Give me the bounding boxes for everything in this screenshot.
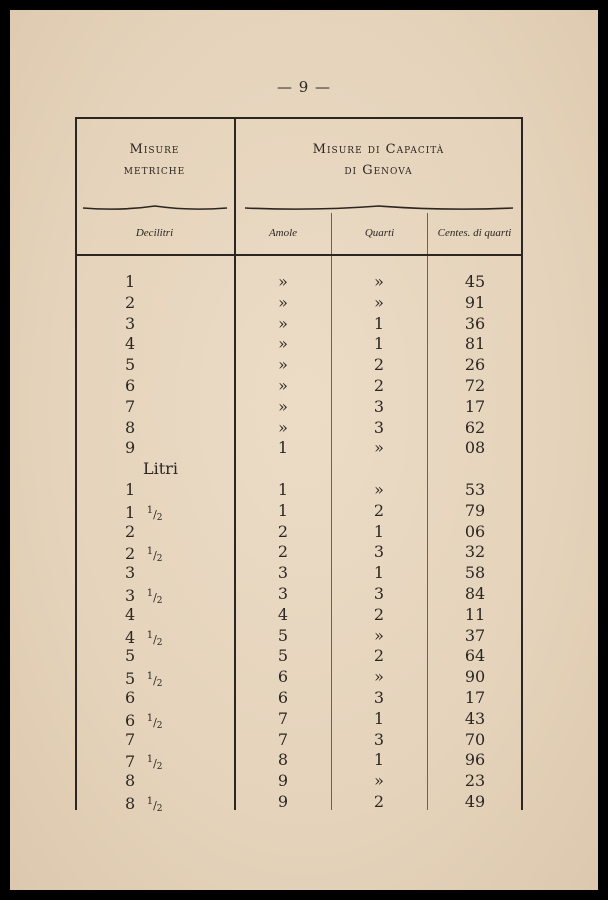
amole-value: » bbox=[278, 417, 288, 437]
quarti-value: 3 bbox=[373, 584, 385, 603]
metric-number: 6 bbox=[125, 710, 136, 730]
metric-number: 3 bbox=[125, 563, 136, 583]
metric-number: 6 bbox=[125, 688, 136, 707]
table-row bbox=[75, 480, 523, 501]
amole-value: » bbox=[278, 272, 288, 291]
metric-value bbox=[125, 418, 245, 439]
metric-header bbox=[75, 139, 234, 181]
metric-number: 2 bbox=[125, 544, 136, 564]
metric-value bbox=[125, 792, 245, 820]
metric-number: 6 bbox=[125, 376, 136, 395]
metric-header-line1: Misure bbox=[129, 142, 180, 157]
quarti-value: 2 bbox=[373, 646, 385, 666]
metric-number: 4 bbox=[125, 334, 136, 354]
table-row bbox=[75, 522, 523, 543]
half-fraction: $^1/_2$ bbox=[146, 754, 163, 773]
metric-value bbox=[125, 563, 245, 584]
metric-number: 1 bbox=[125, 502, 136, 522]
table-row bbox=[75, 397, 523, 418]
quarti-value: 1 bbox=[373, 521, 385, 541]
col-amole-header: Amole bbox=[268, 227, 298, 239]
table-row bbox=[75, 646, 523, 667]
table-row bbox=[75, 272, 523, 293]
quarti-value: » bbox=[374, 480, 384, 499]
table-row bbox=[75, 418, 523, 439]
amole-value: 9 bbox=[277, 792, 289, 811]
centesimi-value: 84 bbox=[464, 584, 486, 603]
metric-number: 3 bbox=[125, 313, 136, 333]
amole-value: 1 bbox=[277, 500, 289, 520]
metric-value bbox=[125, 438, 245, 459]
amole-value: 1 bbox=[277, 480, 289, 499]
half-fraction: $^1/_2$ bbox=[146, 504, 163, 523]
metric-number: 1 bbox=[125, 480, 136, 499]
amole-value: » bbox=[278, 313, 288, 333]
centesimi-value: 53 bbox=[464, 480, 486, 499]
half-fraction: $^1/_2$ bbox=[146, 588, 163, 606]
table-row bbox=[75, 792, 523, 813]
col-quarti-header: Quarti bbox=[364, 227, 395, 239]
metric-value bbox=[125, 272, 245, 293]
amole-value: 3 bbox=[277, 584, 289, 603]
genova-header-line2: di Genova bbox=[344, 163, 413, 178]
centesimi-value: 49 bbox=[464, 792, 486, 811]
half-fraction: $^1/_2$ bbox=[146, 796, 163, 814]
table-row bbox=[75, 355, 523, 376]
quarti-value: » bbox=[374, 272, 384, 291]
quarti-value: 2 bbox=[373, 604, 385, 624]
col-decilitri-header: Decilitri bbox=[135, 227, 174, 239]
table-row bbox=[75, 334, 523, 355]
amole-value: » bbox=[278, 292, 288, 312]
quarti-value: » bbox=[374, 771, 384, 791]
metric-number: 7 bbox=[125, 729, 136, 749]
genova-header bbox=[234, 139, 523, 181]
amole-value: » bbox=[278, 334, 288, 354]
half-fraction: $^1/_2$ bbox=[146, 629, 163, 648]
centesimi-value: 62 bbox=[464, 417, 486, 437]
amole-value: 4 bbox=[277, 604, 289, 624]
metric-number: 9 bbox=[125, 438, 136, 458]
metric-number: 8 bbox=[125, 771, 136, 791]
centesimi-value: 45 bbox=[464, 272, 486, 291]
metric-number: 1 bbox=[125, 272, 136, 291]
quarti-value: 3 bbox=[373, 417, 385, 437]
quarti-value: 2 bbox=[373, 792, 385, 811]
centesimi-value: 58 bbox=[464, 563, 486, 583]
centesimi-value: 96 bbox=[464, 750, 486, 770]
metric-value bbox=[125, 522, 245, 543]
amole-value: 2 bbox=[277, 542, 289, 562]
quarti-value: 2 bbox=[373, 500, 385, 520]
centesimi-value: 37 bbox=[464, 625, 486, 645]
genova-header-line1: Misure di Capacità bbox=[312, 142, 445, 157]
metric-value bbox=[125, 730, 245, 751]
table-row bbox=[75, 626, 523, 647]
metric-number: 5 bbox=[125, 355, 136, 375]
quarti-value: » bbox=[374, 438, 384, 458]
table-row bbox=[75, 667, 523, 688]
quarti-value: » bbox=[374, 625, 384, 645]
quarti-value: 1 bbox=[373, 750, 385, 770]
metric-value bbox=[125, 397, 245, 418]
centesimi-value: 90 bbox=[464, 667, 486, 687]
centesimi-value: 08 bbox=[464, 438, 486, 458]
table-row bbox=[75, 771, 523, 792]
col-centesimi-header: Centes. di quarti bbox=[437, 227, 512, 239]
quarti-value: 1 bbox=[373, 708, 385, 728]
amole-value: 3 bbox=[277, 563, 289, 583]
centesimi-value: 72 bbox=[464, 376, 486, 395]
amole-value: 7 bbox=[277, 729, 289, 749]
amole-value: 9 bbox=[277, 771, 289, 791]
litri-section-label: Litri bbox=[143, 459, 178, 479]
centesimi-value: 91 bbox=[464, 292, 486, 312]
quarti-value: 1 bbox=[373, 334, 385, 354]
centesimi-value: 23 bbox=[464, 771, 486, 791]
metric-number: 4 bbox=[125, 627, 136, 647]
amole-value: 8 bbox=[277, 750, 289, 770]
metric-number: 8 bbox=[125, 794, 136, 813]
centesimi-value: 32 bbox=[464, 542, 486, 562]
metric-number: 8 bbox=[125, 417, 136, 437]
amole-value: » bbox=[278, 396, 288, 416]
amole-value: 5 bbox=[277, 625, 289, 645]
metric-number: 2 bbox=[125, 292, 136, 312]
quarti-value: 2 bbox=[373, 376, 385, 395]
amole-value: 7 bbox=[277, 708, 289, 728]
centesimi-value: 17 bbox=[464, 396, 486, 416]
table-row bbox=[75, 584, 523, 605]
metric-number: 5 bbox=[125, 646, 136, 666]
metric-value bbox=[125, 334, 245, 355]
conversion-table bbox=[75, 117, 523, 814]
quarti-value: 2 bbox=[373, 355, 385, 375]
genova-swash-rule bbox=[243, 203, 515, 213]
centesimi-value: 64 bbox=[464, 646, 486, 666]
table-row bbox=[75, 542, 523, 563]
centesimi-value: 70 bbox=[464, 729, 486, 749]
book-page bbox=[10, 10, 598, 890]
amole-value: 2 bbox=[277, 521, 289, 541]
centesimi-value: 36 bbox=[464, 313, 486, 333]
amole-value: 5 bbox=[277, 646, 289, 666]
table-row bbox=[75, 376, 523, 397]
centesimi-value: 43 bbox=[464, 708, 486, 728]
amole-value: » bbox=[278, 355, 288, 375]
metric-value bbox=[125, 688, 245, 709]
amole-value: 1 bbox=[277, 438, 289, 458]
half-fraction: $^1/_2$ bbox=[146, 712, 163, 731]
table-row bbox=[75, 605, 523, 626]
table-row bbox=[75, 730, 523, 751]
quarti-value: 3 bbox=[373, 729, 385, 749]
centesimi-value: 26 bbox=[464, 355, 486, 375]
metric-swash-rule bbox=[81, 203, 229, 213]
table-row bbox=[75, 750, 523, 771]
metric-value bbox=[125, 376, 245, 397]
table-row bbox=[75, 709, 523, 730]
quarti-value: 3 bbox=[373, 396, 385, 416]
metric-value bbox=[125, 480, 245, 501]
metric-value bbox=[125, 605, 245, 626]
centesimi-value: 79 bbox=[464, 500, 486, 520]
metric-number: 7 bbox=[125, 752, 136, 772]
metric-number: 2 bbox=[125, 521, 136, 541]
table-row bbox=[75, 293, 523, 314]
metric-number: 4 bbox=[125, 604, 136, 624]
table-row bbox=[75, 563, 523, 584]
quarti-value: 1 bbox=[373, 563, 385, 583]
amole-value: » bbox=[278, 376, 288, 395]
table-row bbox=[75, 501, 523, 522]
table-row bbox=[75, 688, 523, 709]
metric-number: 7 bbox=[125, 396, 136, 416]
quarti-value: » bbox=[374, 292, 384, 312]
metric-value bbox=[125, 293, 245, 314]
metric-value bbox=[125, 646, 245, 667]
header-bottom-rule bbox=[75, 254, 523, 256]
metric-number: 3 bbox=[125, 586, 136, 605]
table-row bbox=[75, 314, 523, 335]
centesimi-value: 81 bbox=[464, 334, 486, 354]
page-number: — 9 — bbox=[276, 78, 332, 96]
centesimi-value: 06 bbox=[464, 521, 486, 541]
table-top-rule bbox=[75, 117, 523, 119]
half-fraction: $^1/_2$ bbox=[146, 546, 163, 565]
metric-value bbox=[125, 355, 245, 376]
half-fraction: $^1/_2$ bbox=[146, 671, 163, 690]
amole-value: 6 bbox=[277, 688, 289, 707]
metric-number: 5 bbox=[125, 669, 136, 689]
centesimi-value: 17 bbox=[464, 688, 486, 707]
centesimi-value: 11 bbox=[464, 604, 486, 624]
quarti-value: 3 bbox=[373, 688, 385, 707]
metric-value bbox=[125, 314, 245, 335]
quarti-value: 1 bbox=[373, 313, 385, 333]
quarti-value: » bbox=[374, 667, 384, 687]
metric-header-line2: metriche bbox=[123, 163, 186, 178]
quarti-value: 3 bbox=[373, 542, 385, 562]
amole-value: 6 bbox=[277, 667, 289, 687]
table-row bbox=[75, 438, 523, 459]
metric-value bbox=[125, 771, 245, 792]
